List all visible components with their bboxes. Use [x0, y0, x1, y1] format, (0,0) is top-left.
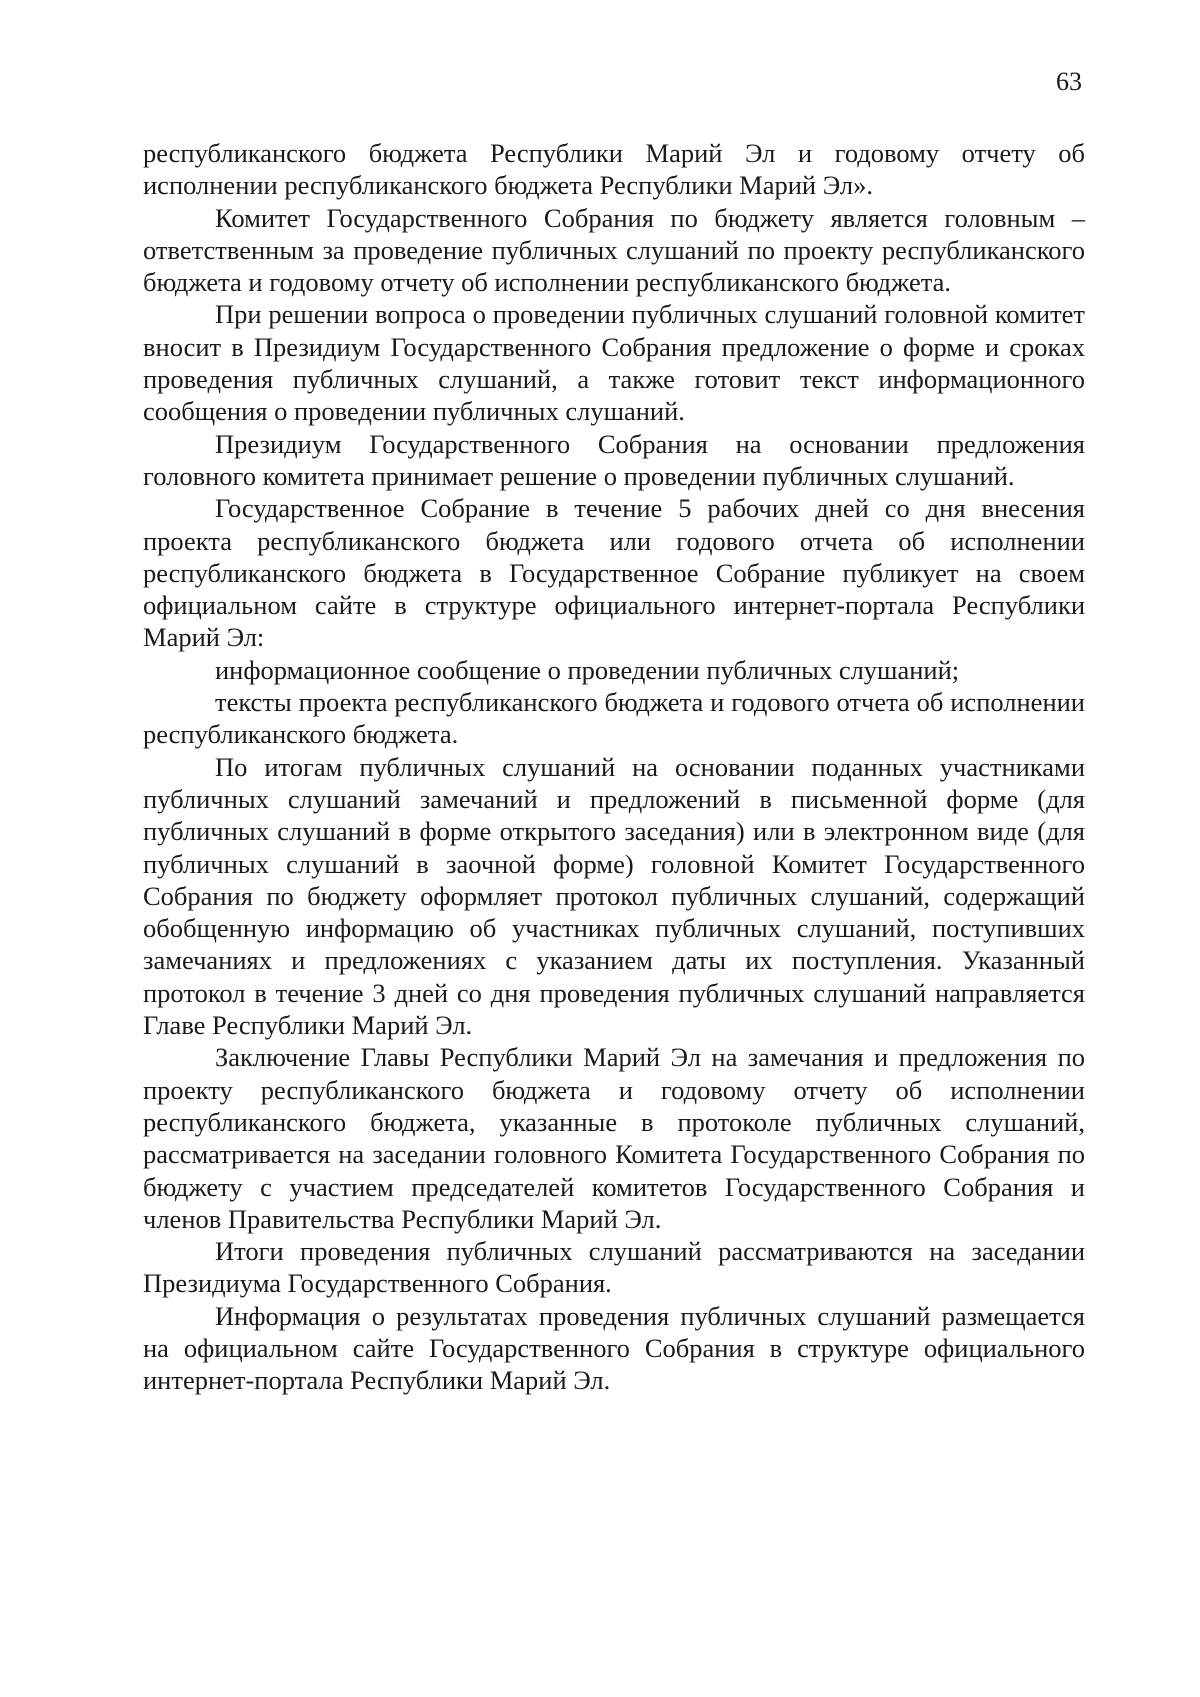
- paragraph: Информация о результатах проведения публичных слушаний размещается на официальном сайте Государственного Собрания в структуре официального интернет-портала Республики Марий Эл.: [143, 1300, 1085, 1396]
- paragraph: Президиум Государственного Собрания на основании предложения головного комитета принимает решение о проведении публичных слушаний.: [143, 428, 1085, 491]
- page-number: 63: [1056, 67, 1082, 96]
- paragraph: Заключение Главы Республики Марий Эл на замечания и предложения по проекту республиканского бюджета и годовому отчету об исполнении республиканского бюджета, указанные в протоколе публичных слушаний, рассматривается на заседании головного Комитета Государственного Собрания по бюджету с участием председателей комитетов Государственного Собрания и членов Правительства Республики Марий Эл.: [143, 1042, 1085, 1234]
- document-body: [143, 137, 1085, 1397]
- paragraph: По итогам публичных слушаний на основании поданных участниками публичных слушаний замечаний и предложений в письменной форме (для публичных слушаний в форме открытого заседания) или в электронном виде (для публичных слушаний в заочной форме) головной Комитет Государственного Собрания по бюджету оформляет протокол публичных слушаний, содержащий обобщенную информацию об участниках публичных слушаний, поступивших замечаниях и предложениях с указанием даты их поступления. Указанный протокол в течение 3 дней со дня проведения публичных слушаний направляется Главе Республики Марий Эл.: [143, 751, 1085, 1041]
- paragraph: При решении вопроса о проведении публичных слушаний головной комитет вносит в Президиум Государственного Собрания предложение о форме и сроках проведения публичных слушаний, а также готовит текст информационного сообщения о проведении публичных слушаний.: [143, 299, 1085, 427]
- paragraph-continuation: республиканского бюджета Республики Марий Эл и годовому отчету об исполнении республиканского бюджета Республики Марий Эл».: [143, 138, 1085, 201]
- paragraph: Итоги проведения публичных слушаний рассматриваются на заседании Президиума Государственного Собрания.: [143, 1236, 1085, 1299]
- list-item: информационное сообщение о проведении публичных слушаний;: [215, 654, 960, 685]
- list-item: тексты проекта республиканского бюджета и годового отчета об исполнении республиканского бюджета.: [143, 687, 1085, 750]
- paragraph: Комитет Государственного Собрания по бюджету является головным – ответственным за проведение публичных слушаний по проекту республиканского бюджета и годовому отчету об исполнении республиканского бюджета.: [143, 202, 1085, 298]
- paragraph: Государственное Собрание в течение 5 рабочих дней со дня внесения проекта республиканского бюджета или годового отчета об исполнении республиканского бюджета в Государственное Собрание публикует на своем официальном сайте в структуре официального интернет-портала Республики Марий Эл:: [143, 493, 1085, 653]
